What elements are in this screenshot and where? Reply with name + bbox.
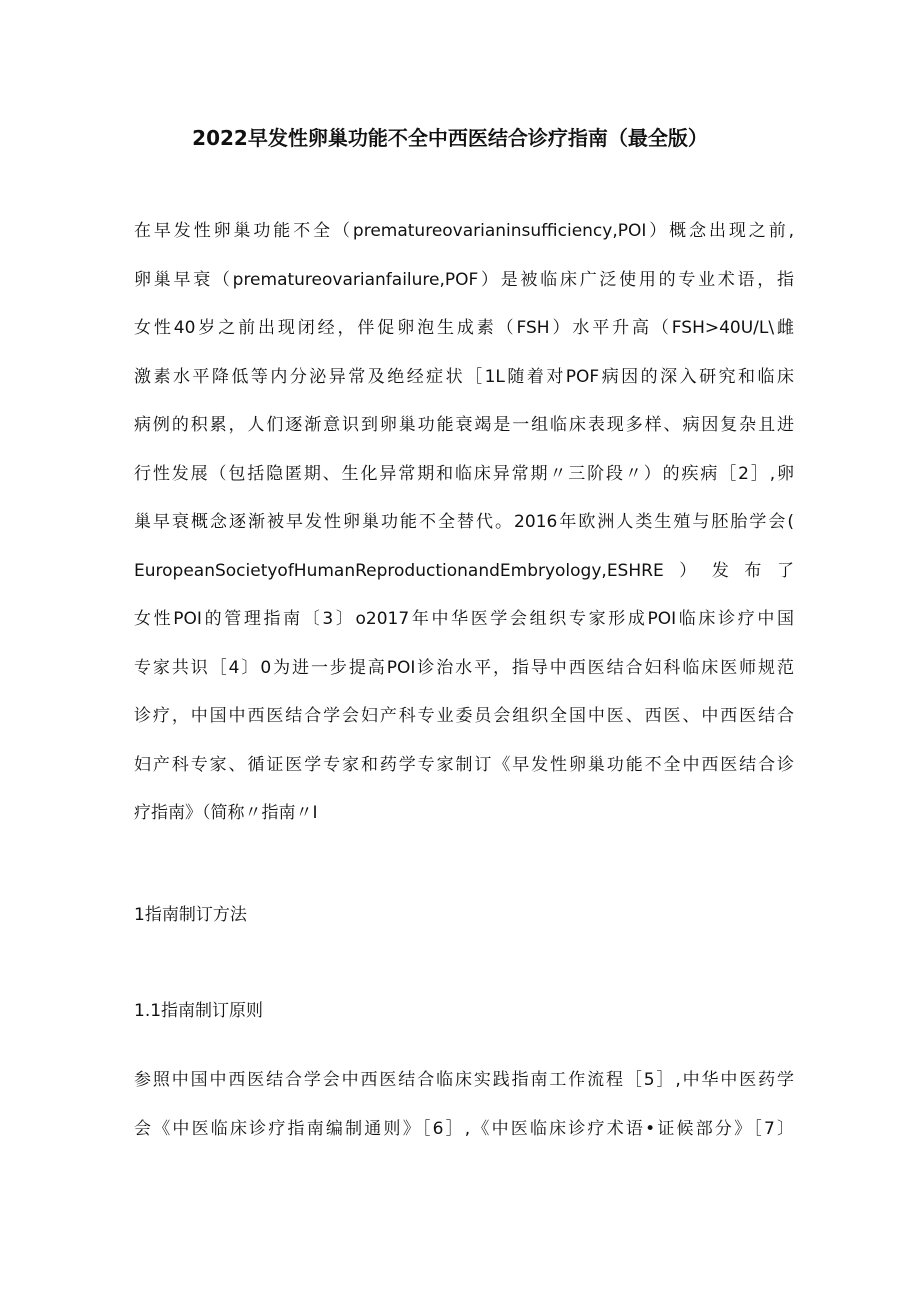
- paragraph-line: 专家共识［4〕0为进一步提高POI诊治水平，指导中西医结合妇科临床医师规范: [134, 657, 794, 678]
- paragraph-line: 激素水平降低等内分泌异常及绝经症状［1L随着对POF病因的深入研究和临床: [134, 366, 794, 387]
- paragraph-line: 女性40岁之前出现闭经，伴促卵泡生成素（FSH）水平升高（FSH>40U/L\雌: [134, 318, 794, 338]
- paragraph-line: 巢早衰概念逐渐被早发性卵巢功能不全替代。2016年欧洲人类生殖与胚胎学会(: [134, 512, 794, 532]
- paragraph-line: 女性POI的管理指南〔3〕o2017年中华医学会组织专家形成POI临床诊疗中国: [134, 609, 794, 629]
- paragraph-line: 参照中国中西医结合学会中西医结合临床实践指南工作流程［5］,中华中医药学: [134, 1070, 794, 1090]
- intro-paragraph: [134, 207, 794, 838]
- paragraph-line: 行性发展（包括隐匿期、生化异常期和临床异常期〃三阶段〃）的疾病［2］,卵: [134, 463, 794, 484]
- paragraph-line: 病例的积累，人们逐渐意识到卵巢功能衰竭是一组临床表现多样、病因复杂且进: [134, 415, 794, 435]
- paragraph-line: 会《中医临床诊疗指南编制通则》［6］,《中医临床诊疗术语•证候部分》［7〕: [134, 1118, 794, 1139]
- section-heading-1-1: 1.1指南制订原则: [134, 1001, 264, 1021]
- paragraph-line: 诊疗，中国中西医结合学会妇产科专业委员会组织全国中医、西医、中西医结合: [134, 706, 794, 726]
- document-title: 2022早发性卵巢功能不全中西医结合诊疗指南（最全版）: [192, 126, 708, 150]
- paragraph-line: 疗指南》（简称〃指南〃I: [134, 803, 318, 823]
- paragraph-line: EuropeanSocietyofHumanReproductionandEmbryology,ESHRE）发布了: [134, 560, 794, 581]
- paragraph-line: 在早发性卵巢功能不全（prematureovarianinsufficiency,POI）概念出现之前,: [134, 221, 794, 241]
- paragraph-line: 卵巢早衰（prematureovarianfailure,POF）是被临床广泛使用的专业术语，指: [134, 269, 794, 290]
- principles-paragraph: [134, 1056, 794, 1153]
- section-heading-1: 1指南制订方法: [134, 905, 247, 925]
- paragraph-line: 妇产科专家、循证医学专家和药学专家制订《早发性卵巢功能不全中西医结合诊: [134, 754, 794, 775]
